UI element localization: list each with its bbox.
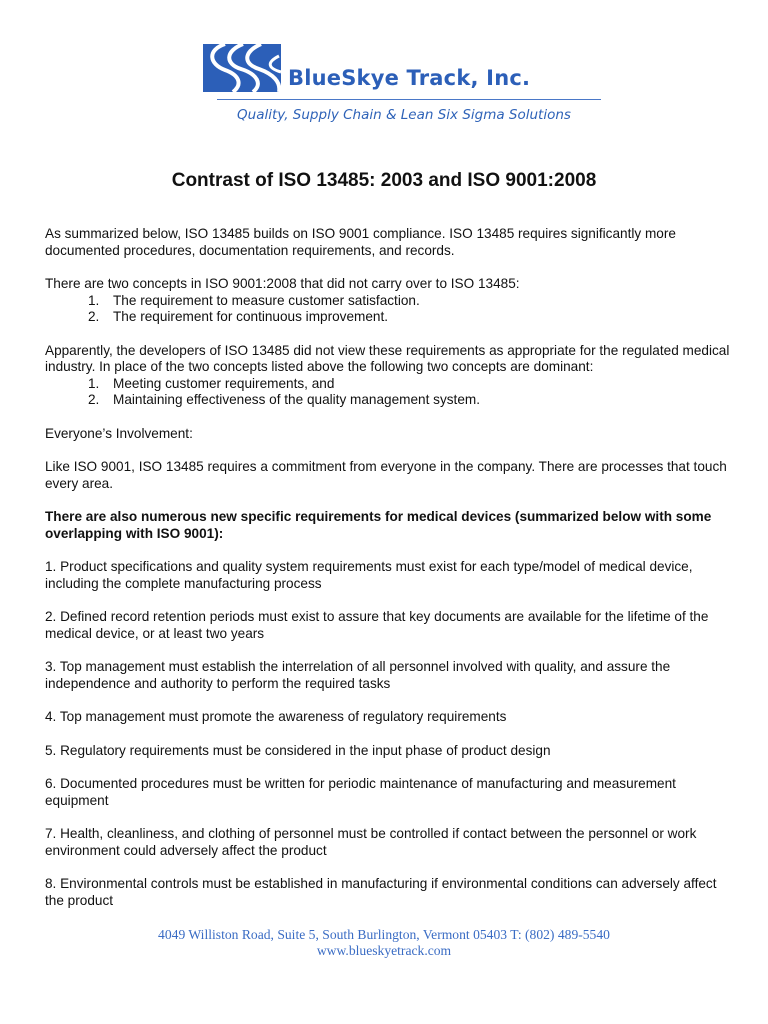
- requirement-item: 3. Top management must establish the interrelation of all personnel involved with quality, and assure the independence and authority to perform the required tasks: [45, 659, 671, 691]
- list-number: 2.: [88, 392, 100, 407]
- list-item: [88, 392, 735, 409]
- website-link[interactable]: www.blueskyetrack.com: [316, 943, 452, 958]
- list-item: [88, 376, 735, 393]
- concepts-intro: There are two concepts in ISO 9001:2008 that did not carry over to ISO 13485:: [45, 276, 520, 291]
- letterhead: [0, 0, 768, 140]
- involvement-paragraph: Like ISO 9001, ISO 13485 requires a commitment from everyone in the company. There are processes that touch every area.: [45, 459, 727, 491]
- list-text: The requirement to measure customer satisfaction.: [113, 292, 420, 308]
- dominant-concepts-list: [45, 376, 735, 409]
- list-number: 2.: [88, 309, 100, 324]
- list-number: 1.: [88, 292, 100, 308]
- list-item: [88, 309, 735, 326]
- list-text: Maintaining effectiveness of the quality management system.: [113, 392, 480, 407]
- company-tagline: Quality, Supply Chain & Lean Six Sigma Solutions: [237, 107, 571, 123]
- concepts-list: [45, 293, 735, 326]
- requirement-item: 5. Regulatory requirements must be considered in the input phase of product design: [45, 742, 551, 758]
- company-address: 4049 Williston Road, Suite 5, South Burlington, Vermont 05403 T: (802) 489-5540: [158, 927, 610, 942]
- requirements-heading: There are also numerous new specific requirements for medical devices (summarized below with some overlapping with ISO 9001):: [45, 509, 712, 541]
- winding-road-logo-icon: [203, 44, 285, 92]
- requirement-item: 1. Product specifications and quality system requirements must exist for each type/model of medical device, including the complete manufacturing process: [45, 559, 693, 591]
- list-item: [88, 293, 735, 310]
- requirement-item: 8. Environmental controls must be established in manufacturing if environmental conditions can adversely affect the product: [45, 876, 717, 908]
- document-title: Contrast of ISO 13485: 2003 and ISO 9001:2008: [171, 170, 597, 191]
- dominant-intro: Apparently, the developers of ISO 13485 did not view these requirements as appropriate for the regulated medical industry. In place of the two concepts listed above the following two concepts are dominant:: [45, 342, 730, 374]
- involvement-heading: Everyone’s Involvement:: [45, 425, 193, 441]
- requirement-item: 2. Defined record retention periods must exist to assure that key documents are available for the lifetime of the medical device, or at least two years: [45, 609, 709, 641]
- company-name: BlueSkye Track, Inc.: [288, 66, 531, 90]
- requirement-item: 7. Health, cleanliness, and clothing of personnel must be controlled if contact between the personnel or work environment could adversely affect the product: [45, 826, 697, 858]
- requirement-item: 6. Documented procedures must be written for periodic maintenance of manufacturing and measurement equipment: [45, 776, 676, 808]
- letterhead-footer: [0, 927, 768, 959]
- list-text: Meeting customer requirements, and: [113, 375, 335, 391]
- list-text: The requirement for continuous improvement.: [113, 309, 389, 324]
- requirement-item: 4. Top management must promote the awareness of regulatory requirements: [45, 709, 507, 724]
- intro-paragraph: As summarized below, ISO 13485 builds on ISO 9001 compliance. ISO 13485 requires significantly more documented procedures, documentation requirements, and records.: [45, 226, 676, 258]
- document-body: [45, 226, 735, 926]
- list-number: 1.: [88, 375, 100, 391]
- header-divider: [217, 99, 601, 100]
